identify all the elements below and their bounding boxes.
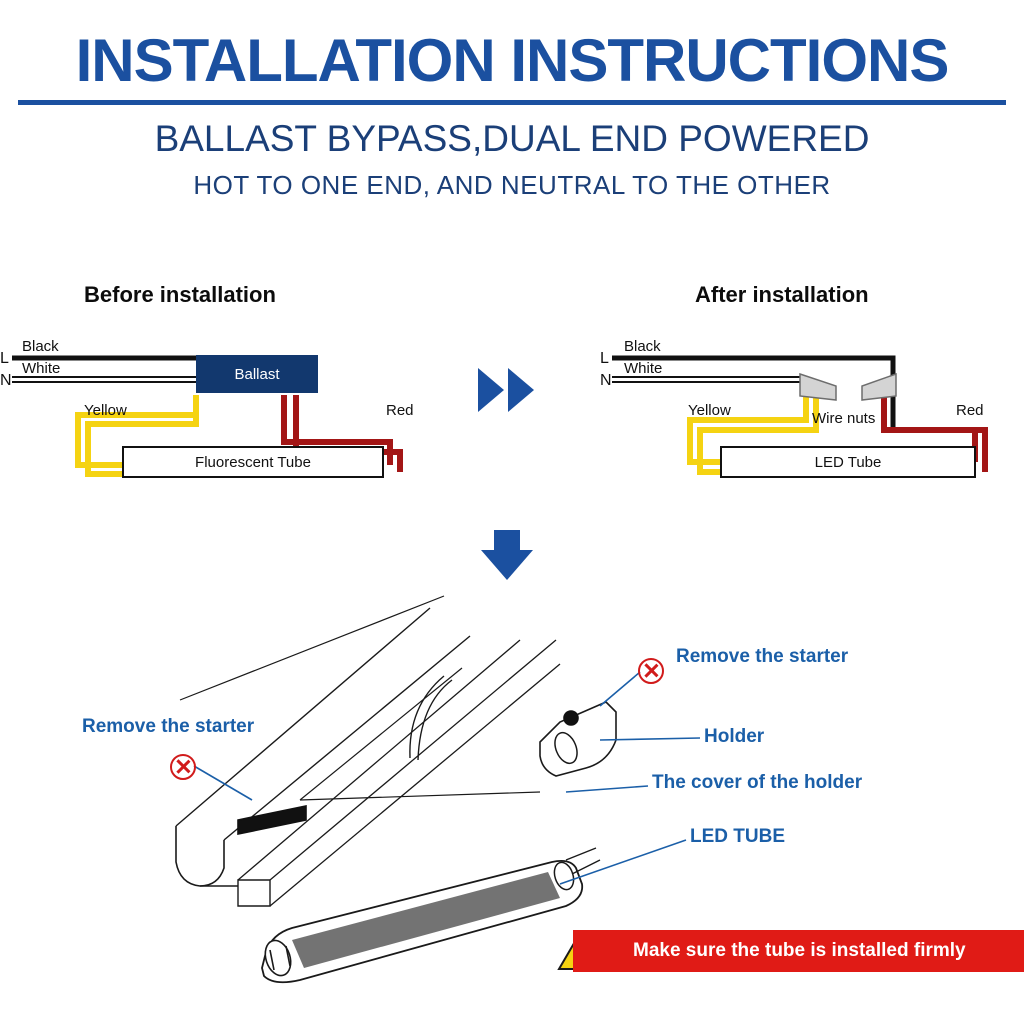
fluorescent-tube-box: Fluorescent Tube	[122, 446, 384, 478]
before-terminal-n: N	[0, 372, 12, 389]
wire-nuts-label: Wire nuts	[812, 410, 876, 427]
holder-cover-label: The cover of the holder	[652, 772, 863, 793]
after-red-label: Red	[956, 402, 984, 419]
arrow-down-stem	[494, 530, 520, 552]
title-divider	[18, 100, 1006, 105]
before-red-label: Red	[386, 402, 414, 419]
after-black-label: Black	[624, 338, 661, 355]
arrow-right-icon-2	[508, 368, 534, 412]
remove-starter-label-right: Remove the starter	[676, 646, 849, 667]
wire-nut-left-icon	[800, 374, 836, 400]
warning-banner	[573, 930, 1024, 972]
led-tube-label: LED TUBE	[690, 826, 785, 847]
remove-starter-x-icon-right	[638, 658, 664, 684]
ballast-box: Ballast	[196, 355, 318, 393]
fixture-leader-lines	[194, 672, 700, 884]
before-black-label: Black	[22, 338, 59, 355]
after-terminal-l: L	[600, 350, 609, 367]
fixture-illustration	[175, 596, 620, 982]
led-tube-box: LED Tube	[720, 446, 976, 478]
before-yellow-label: Yellow	[84, 402, 127, 419]
after-yellow-label: Yellow	[688, 402, 731, 419]
before-installation-heading: Before installation	[84, 282, 276, 307]
after-terminal-n: N	[600, 372, 612, 389]
warning-text: Make sure the tube is installed firmly	[633, 940, 966, 961]
remove-starter-label-left: Remove the starter	[82, 716, 255, 737]
page-subtitle: BALLAST BYPASS,DUAL END POWERED	[154, 118, 870, 159]
arrow-down-icon	[481, 550, 533, 580]
before-white-label: White	[22, 360, 61, 377]
after-installation-heading: After installation	[695, 282, 869, 307]
holder-label: Holder	[704, 726, 765, 747]
arrow-right-icon	[478, 368, 504, 412]
after-white-label: White	[624, 360, 663, 377]
wire-nut-right-icon	[862, 374, 896, 400]
page-subtitle-secondary: HOT TO ONE END, AND NEUTRAL TO THE OTHER	[193, 170, 831, 200]
led-tube-graphic	[261, 848, 600, 982]
before-terminal-l: L	[0, 350, 9, 367]
remove-starter-x-icon-left	[170, 754, 196, 780]
page-title: INSTALLATION INSTRUCTIONS	[75, 27, 949, 94]
